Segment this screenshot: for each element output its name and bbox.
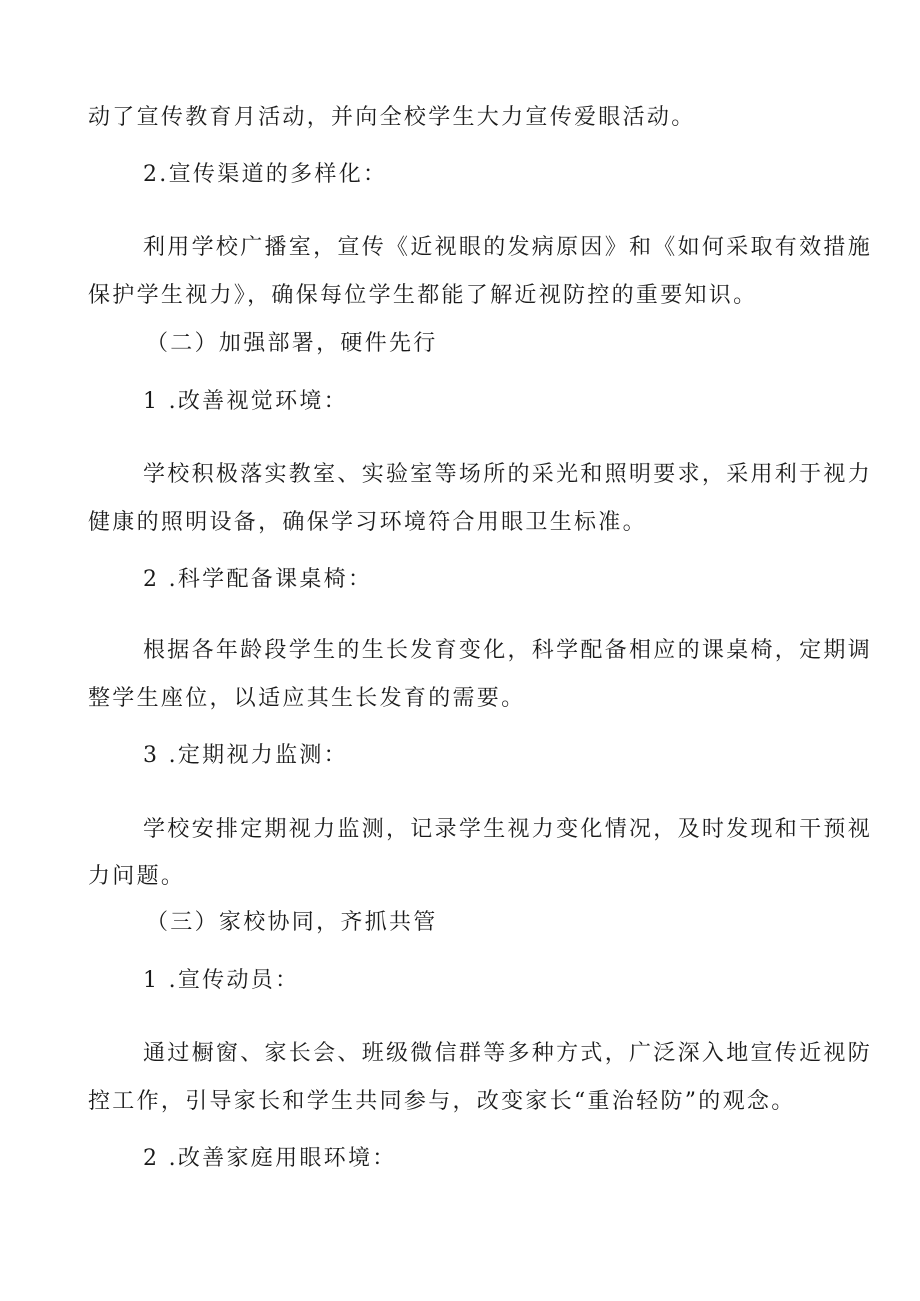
subheading: 2.宣传渠道的多样化： (143, 162, 388, 187)
subheading: 1 .宣传动员： (143, 968, 300, 993)
subheading: 3 .定期视力监测： (143, 743, 348, 768)
paragraph-line: 利用学校广播室，宣传《近视眼的发病原因》和《如何采取有效措施 (143, 235, 873, 260)
section-heading: （三）家校协同，齐抓共管 (146, 910, 438, 935)
section-heading: （二）加强部署，硬件先行 (146, 331, 438, 356)
paragraph-line: 学校安排定期视力监测，记录学生视力变化情况，及时发现和干预视 (143, 817, 873, 842)
paragraph-line: 保护学生视力》，确保每位学生都能了解近视防控的重要知识。 (88, 283, 758, 308)
subheading: 1 .改善视觉环境： (143, 389, 348, 414)
paragraph-line: 整学生座位，以适应其生长发育的需要。 (88, 686, 526, 711)
paragraph-line: 动了宣传教育月活动，并向全校学生大力宣传爱眼活动。 (88, 105, 696, 130)
subheading: 2 .科学配备课桌椅： (143, 567, 373, 592)
paragraph-line: 学校积极落实教室、实验室等场所的采光和照明要求，采用利于视力 (143, 462, 873, 487)
paragraph-line: 力问题。 (88, 864, 186, 889)
paragraph-line: 根据各年龄段学生的生长发育变化，科学配备相应的课桌椅，定期调 (143, 638, 873, 663)
paragraph-line: 控工作，引导家长和学生共同参与，改变家长“重治轻防”的观念。 (88, 1089, 796, 1114)
subheading: 2 .改善家庭用眼环境： (143, 1146, 397, 1171)
paragraph-line: 通过橱窗、家长会、班级微信群等多种方式，广泛深入地宣传近视防 (143, 1041, 873, 1066)
paragraph-line: 健康的照明设备，确保学习环境符合用眼卫生标准。 (88, 510, 647, 535)
